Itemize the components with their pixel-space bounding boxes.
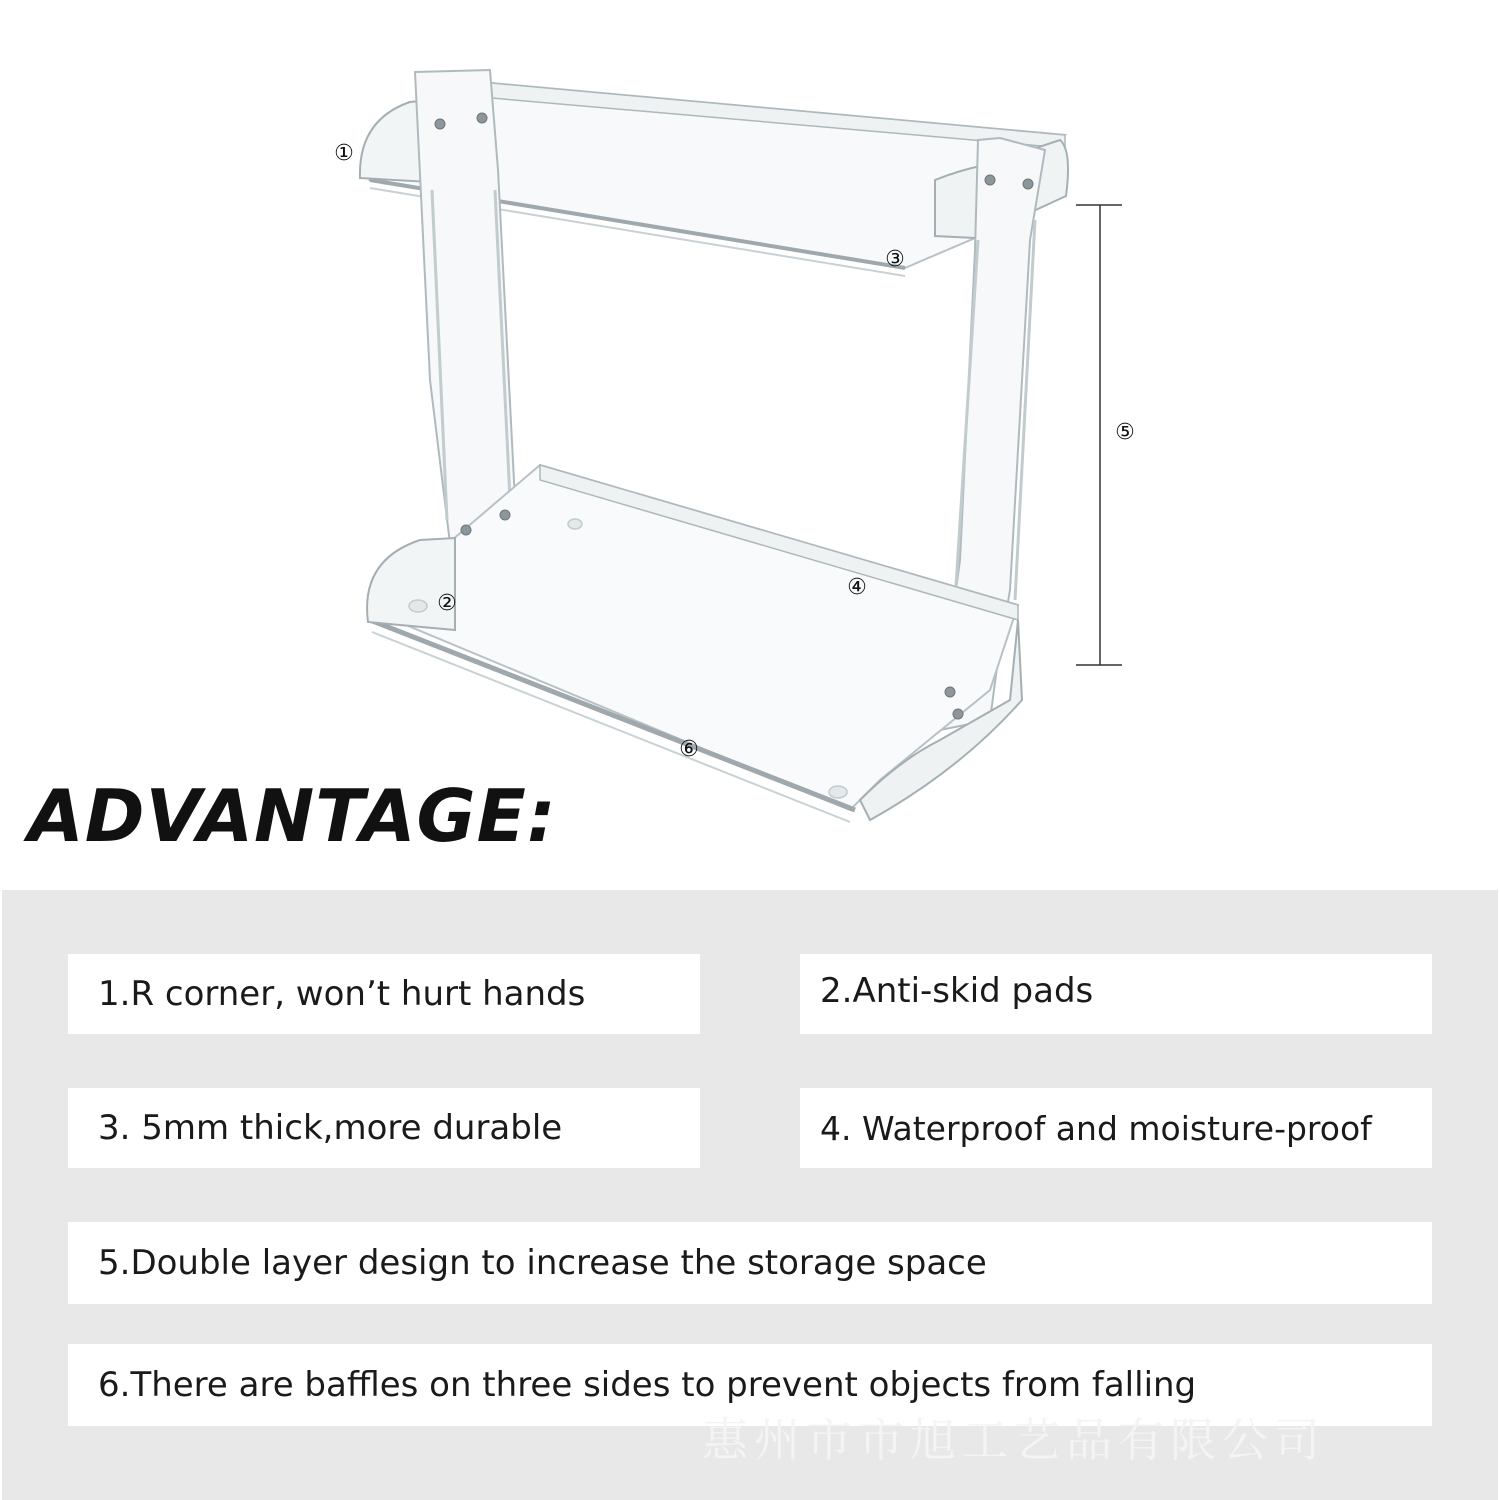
callout-1: ① [334,141,354,166]
feature-card-6: 6.There are baffles on three sides to prevent objects from falling [68,1344,1432,1426]
callout-3: ③ [885,247,905,272]
screw [500,510,510,520]
anti-skid-pad [568,519,582,529]
screw [435,119,445,129]
callout-6: ⑥ [679,737,699,762]
anti-skid-pad [829,786,847,798]
company-watermark: 惠州市市旭工艺品有限公司 [702,1413,1326,1467]
feature-card-2: 2.Anti-skid pads [800,954,1432,1034]
features-panel [2,890,1498,1500]
callout-2: ② [437,591,457,616]
callout-5: ⑤ [1115,420,1135,445]
feature-card-3: 3. 5mm thick,more durable [68,1088,700,1168]
screw [1023,179,1033,189]
screw [461,525,471,535]
advantage-heading: ADVANTAGE: [28,774,557,858]
screw [945,687,955,697]
callout-4: ④ [847,575,867,600]
feature-card-5: 5.Double layer design to increase the storage space [68,1222,1432,1304]
feature-card-1: 1.R corner, won’t hurt hands [68,954,700,1034]
feature-card-4: 4. Waterproof and moisture-proof [800,1088,1432,1168]
screw [985,175,995,185]
bottom-left-side-baffle [367,538,455,630]
screw [477,113,487,123]
anti-skid-pad [409,600,427,612]
screw [953,709,963,719]
